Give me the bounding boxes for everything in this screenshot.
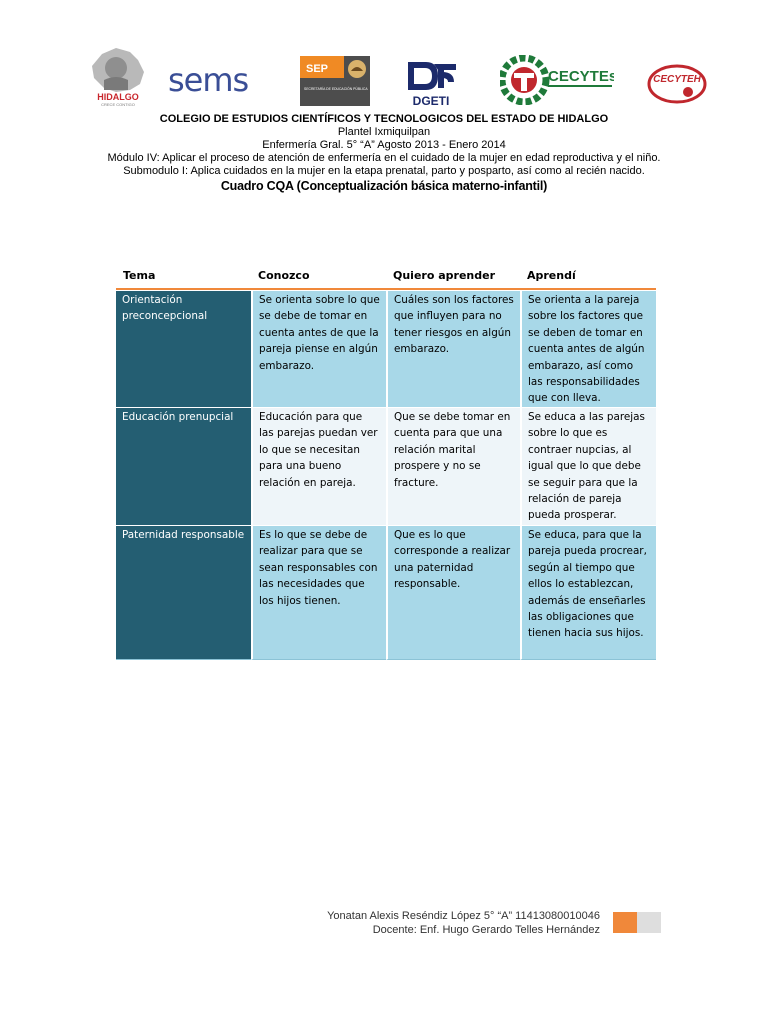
student-info: Yonatan Alexis Reséndiz López 5° “A” 11413080010046: [327, 910, 600, 922]
submodule-info: Submodulo I: Aplica cuidados en la mujer en la etapa prenatal, parto y posparto, así como al recién nacido.: [123, 165, 645, 177]
know-cell: Es lo que se debe de realizar para que se sean responsables con las necesidades que los hijos tienen.: [251, 525, 386, 660]
header-quiero-aprender: Quiero aprender: [386, 264, 520, 290]
want-cell: Que se debe tomar en cuenta para que una relación marital prospere y no se fracture.: [386, 407, 520, 525]
header-tema: Tema: [116, 264, 251, 290]
sems-text: sems: [168, 61, 249, 99]
learned-cell: Se educa a las parejas sobre lo que es contraer nupcias, al igual que lo que debe se seguir para que la relación de pareja pueda prosperar.: [520, 407, 656, 525]
campus-name: Plantel Ixmiquilpan: [337, 126, 431, 138]
table-row: [116, 407, 656, 525]
want-cell: Cuáles son los factores que influyen para no tener riesgos en algún embarazo.: [386, 290, 520, 407]
cecyteh-logo: [646, 62, 708, 106]
topic-cell: Educación prenupcial: [116, 407, 251, 525]
header-aprendi: Aprendí: [520, 264, 656, 290]
dgeti-text: DGETI: [412, 94, 450, 108]
college-name: COLEGIO DE ESTUDIOS CIENTÍFICOS Y TECNOLOGICOS DEL ESTADO DE HIDALGO: [159, 113, 609, 125]
page-footer: [327, 910, 600, 937]
footer-gray-square: [637, 912, 661, 933]
footer-accent-square: [613, 912, 637, 933]
cecytes-text: CECYTEs: [548, 68, 614, 85]
hidalgo-subtext: CRECE CONTIGO: [101, 102, 135, 107]
module-info: Módulo IV: Aplicar el proceso de atención de enfermería en el cuidado de la mujer en edad reproductiva y el niño.: [107, 152, 661, 164]
dgeti-logo: [404, 58, 458, 108]
sep-logo: [300, 56, 370, 106]
sep-text: SEP: [306, 63, 329, 75]
topic-cell: Orientación preconcepcional: [116, 290, 251, 407]
want-cell: Que es lo que corresponde a realizar una paternidad responsable.: [386, 525, 520, 660]
header-conozco: Conozco: [251, 264, 386, 290]
hidalgo-logo: [86, 46, 150, 108]
table-row: [116, 525, 656, 660]
learned-cell: Se orienta a la pareja sobre los factores que se deben de tomar en cuenta antes de algún embarazo, así como las responsabilidades que con lleva.: [520, 290, 656, 407]
cecyteh-text: CECYTEH: [653, 74, 701, 85]
document-title: Cuadro CQA (Conceptualización básica materno-infantil): [220, 179, 548, 193]
learned-cell: Se educa, para que la pareja pueda procrear, según al tiempo que ellos lo establezcan, además de enseñarles las obligaciones que tienen hacia sus hijos.: [520, 525, 656, 660]
table-row: [116, 290, 656, 407]
teacher-info: Docente: Enf. Hugo Gerardo Telles Hernández: [372, 923, 600, 936]
know-cell: Se orienta sobre lo que se debe de tomar en cuenta antes de que la pareja piense en algún embarazo.: [251, 290, 386, 407]
course-info: Enfermería Gral. 5° “A” Agosto 2013 - Enero 2014: [262, 139, 506, 151]
document-header: [100, 113, 668, 194]
sems-logo: [166, 60, 256, 100]
table-header-row: [116, 264, 656, 290]
cecytes-logo: [500, 55, 614, 105]
topic-cell: Paternidad responsable: [116, 525, 251, 660]
know-cell: Educación para que las parejas puedan ver lo que se necesitan para una bueno relación en pareja.: [251, 407, 386, 525]
cqa-table: [116, 264, 656, 660]
hidalgo-text: HIDALGO: [97, 92, 139, 102]
sep-subtext: SECRETARÍA DE EDUCACIÓN PÚBLICA: [304, 87, 368, 91]
